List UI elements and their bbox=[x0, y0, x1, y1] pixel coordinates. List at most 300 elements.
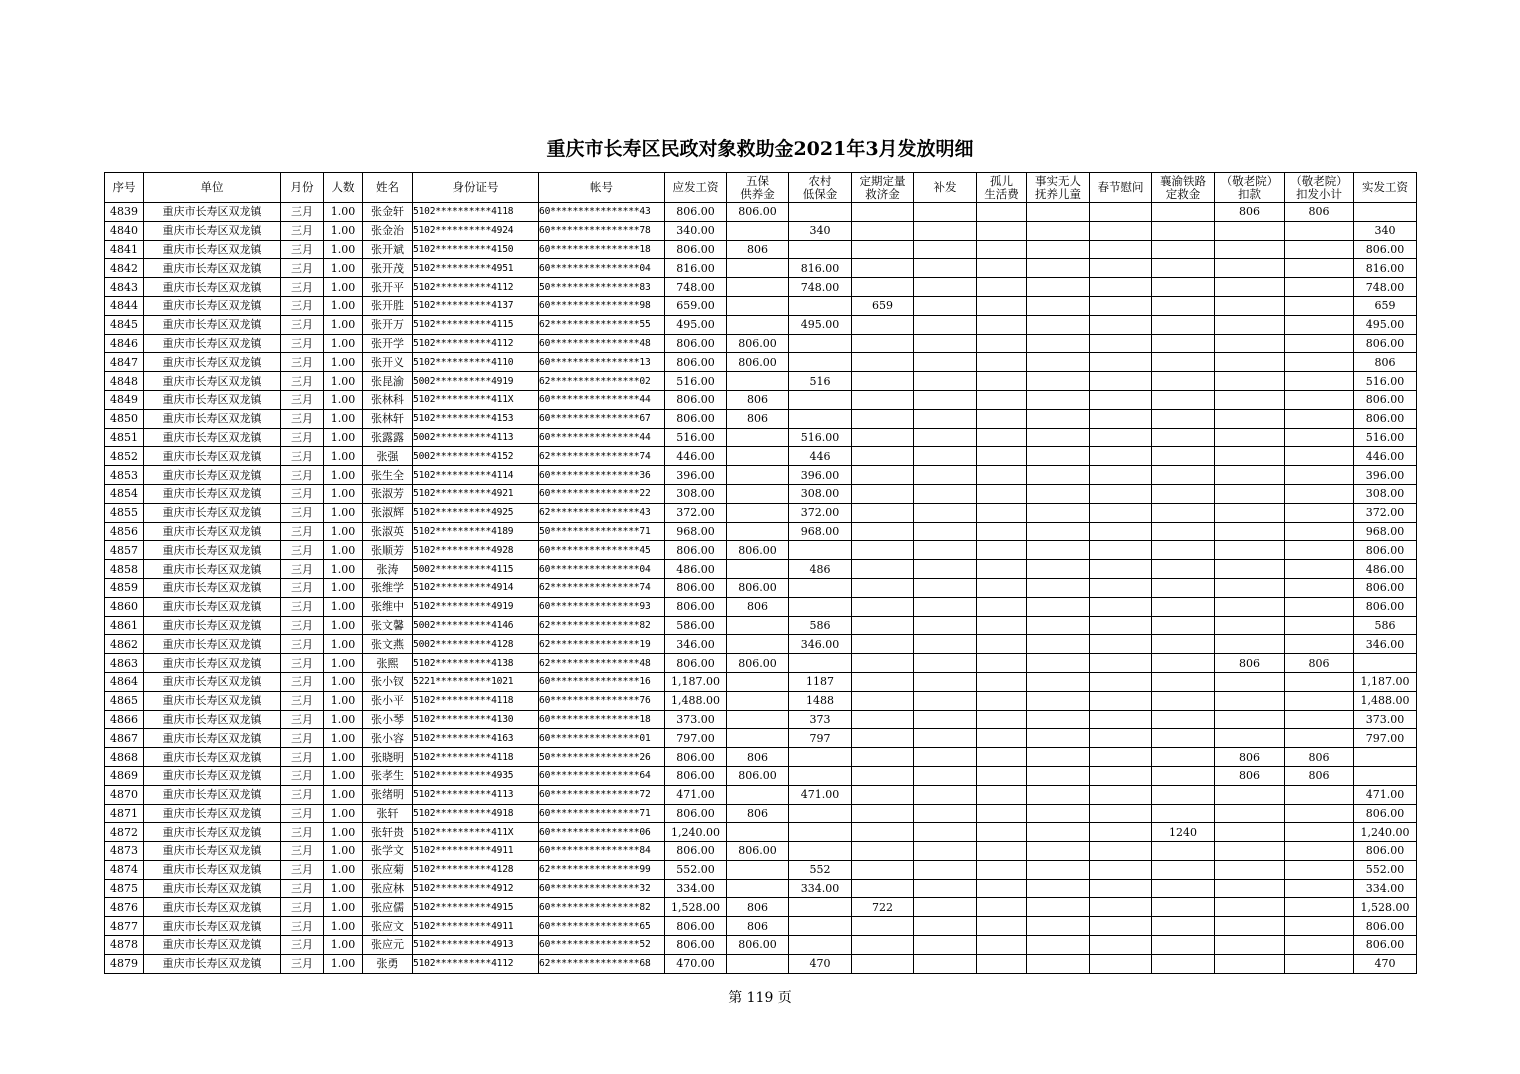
table-cell: 4869 bbox=[105, 766, 144, 785]
table-cell: 797 bbox=[789, 729, 852, 748]
table-cell bbox=[1027, 785, 1090, 804]
table-cell: 三月 bbox=[281, 409, 324, 428]
table-cell bbox=[789, 296, 852, 315]
table-cell: 495.00 bbox=[1354, 315, 1417, 334]
table-cell bbox=[789, 203, 852, 222]
table-cell bbox=[977, 766, 1027, 785]
table-cell bbox=[852, 654, 914, 673]
table-cell bbox=[1215, 691, 1285, 710]
table-cell: 60****************16 bbox=[539, 672, 665, 691]
table-cell: 446.00 bbox=[1354, 447, 1417, 466]
table-cell: 4859 bbox=[105, 578, 144, 597]
table-cell bbox=[1285, 466, 1354, 485]
table-cell bbox=[1090, 729, 1152, 748]
table-cell bbox=[1152, 315, 1215, 334]
table-cell bbox=[977, 447, 1027, 466]
table-body bbox=[105, 203, 1417, 974]
table-cell bbox=[852, 785, 914, 804]
table-cell bbox=[1027, 503, 1090, 522]
table-cell: 重庆市长寿区双龙镇 bbox=[144, 334, 281, 353]
table-row bbox=[105, 578, 1417, 597]
table-cell: 659.00 bbox=[665, 296, 727, 315]
table-cell: 5102**********4919 bbox=[413, 597, 539, 616]
table-cell: 重庆市长寿区双龙镇 bbox=[144, 221, 281, 240]
table-cell: 5102**********4110 bbox=[413, 353, 539, 372]
table-cell: 1.00 bbox=[324, 710, 363, 729]
table-cell: 806 bbox=[727, 898, 789, 917]
table-cell: 372.00 bbox=[665, 503, 727, 522]
column-header: 春节慰问 bbox=[1090, 173, 1152, 203]
table-cell: 806.00 bbox=[1354, 409, 1417, 428]
table-cell bbox=[914, 296, 977, 315]
table-cell bbox=[914, 353, 977, 372]
table-cell bbox=[1152, 466, 1215, 485]
table-cell bbox=[914, 409, 977, 428]
table-cell: 4866 bbox=[105, 710, 144, 729]
table-cell: 516.00 bbox=[1354, 428, 1417, 447]
table-cell bbox=[914, 936, 977, 955]
table-cell: 重庆市长寿区双龙镇 bbox=[144, 954, 281, 973]
table-cell bbox=[1215, 240, 1285, 259]
table-cell: 三月 bbox=[281, 522, 324, 541]
table-cell bbox=[1152, 484, 1215, 503]
table-row bbox=[105, 372, 1417, 391]
table-cell bbox=[914, 691, 977, 710]
table-cell bbox=[1285, 296, 1354, 315]
table-cell: 5102**********4915 bbox=[413, 898, 539, 917]
table-cell: 60****************13 bbox=[539, 353, 665, 372]
table-cell bbox=[1152, 842, 1215, 861]
table-cell bbox=[1090, 560, 1152, 579]
table-cell bbox=[1152, 616, 1215, 635]
table-cell: 5102**********4911 bbox=[413, 917, 539, 936]
table-cell bbox=[1152, 898, 1215, 917]
table-cell: 60****************82 bbox=[539, 898, 665, 917]
table-cell: 张开斌 bbox=[363, 240, 413, 259]
table-cell bbox=[852, 428, 914, 447]
table-cell bbox=[1285, 503, 1354, 522]
table-cell bbox=[977, 860, 1027, 879]
table-cell bbox=[852, 372, 914, 391]
table-cell bbox=[977, 353, 1027, 372]
table-cell bbox=[1285, 785, 1354, 804]
table-cell: 722 bbox=[852, 898, 914, 917]
table-cell: 5102**********4924 bbox=[413, 221, 539, 240]
table-row bbox=[105, 447, 1417, 466]
table-cell bbox=[1285, 390, 1354, 409]
table-cell: 张昆渝 bbox=[363, 372, 413, 391]
table-cell: 62****************02 bbox=[539, 372, 665, 391]
table-cell bbox=[1285, 672, 1354, 691]
table-cell bbox=[1354, 766, 1417, 785]
table-cell bbox=[789, 578, 852, 597]
table-cell: 1.00 bbox=[324, 936, 363, 955]
table-cell bbox=[1090, 221, 1152, 240]
table-cell: 张勇 bbox=[363, 954, 413, 973]
table-cell bbox=[977, 785, 1027, 804]
table-cell: 1.00 bbox=[324, 541, 363, 560]
table-cell: 5102**********4911 bbox=[413, 842, 539, 861]
table-cell bbox=[852, 954, 914, 973]
table-cell bbox=[1090, 785, 1152, 804]
table-cell: 三月 bbox=[281, 315, 324, 334]
table-cell bbox=[1215, 635, 1285, 654]
table-cell: 三月 bbox=[281, 259, 324, 278]
table-cell: 62****************74 bbox=[539, 578, 665, 597]
table-cell: 396.00 bbox=[665, 466, 727, 485]
table-cell: 806 bbox=[727, 804, 789, 823]
table-cell: 1.00 bbox=[324, 729, 363, 748]
table-cell bbox=[914, 428, 977, 447]
table-cell bbox=[1090, 428, 1152, 447]
table-cell: 三月 bbox=[281, 635, 324, 654]
table-cell: 806.00 bbox=[1354, 240, 1417, 259]
table-cell: 重庆市长寿区双龙镇 bbox=[144, 466, 281, 485]
column-header: 五保 供养金 bbox=[727, 173, 789, 203]
table-cell: 1.00 bbox=[324, 503, 363, 522]
column-header: 身份证号 bbox=[413, 173, 539, 203]
table-cell: 4876 bbox=[105, 898, 144, 917]
table-cell: 三月 bbox=[281, 748, 324, 767]
table-cell: 5102**********4128 bbox=[413, 860, 539, 879]
table-cell bbox=[789, 409, 852, 428]
table-cell bbox=[1215, 672, 1285, 691]
table-cell bbox=[852, 748, 914, 767]
table-cell: 5102**********4130 bbox=[413, 710, 539, 729]
table-row bbox=[105, 766, 1417, 785]
table-cell bbox=[852, 466, 914, 485]
table-cell bbox=[727, 221, 789, 240]
table-cell: 806.00 bbox=[1354, 578, 1417, 597]
table-cell: 60****************48 bbox=[539, 334, 665, 353]
table-cell: 5102**********4163 bbox=[413, 729, 539, 748]
table-cell bbox=[914, 447, 977, 466]
table-cell: 806.00 bbox=[727, 541, 789, 560]
table-cell: 三月 bbox=[281, 353, 324, 372]
table-cell: 806 bbox=[727, 917, 789, 936]
table-cell: 4840 bbox=[105, 221, 144, 240]
table-cell: 5102**********4921 bbox=[413, 484, 539, 503]
table-cell: 446.00 bbox=[665, 447, 727, 466]
table-cell: 1.00 bbox=[324, 240, 363, 259]
table-cell: 三月 bbox=[281, 842, 324, 861]
table-cell bbox=[1090, 240, 1152, 259]
table-cell: 1.00 bbox=[324, 954, 363, 973]
table-cell bbox=[914, 785, 977, 804]
table-cell: 5102**********4153 bbox=[413, 409, 539, 428]
table-cell: 张强 bbox=[363, 447, 413, 466]
table-cell bbox=[914, 203, 977, 222]
table-cell: 62****************82 bbox=[539, 616, 665, 635]
table-cell bbox=[727, 259, 789, 278]
table-cell: 5002**********4115 bbox=[413, 560, 539, 579]
table-cell: 张涛 bbox=[363, 560, 413, 579]
table-cell: 470.00 bbox=[665, 954, 727, 973]
table-cell bbox=[977, 823, 1027, 842]
table-cell bbox=[1215, 710, 1285, 729]
table-cell bbox=[727, 503, 789, 522]
table-cell: 60****************52 bbox=[539, 936, 665, 955]
table-cell: 三月 bbox=[281, 203, 324, 222]
table-cell: 重庆市长寿区双龙镇 bbox=[144, 390, 281, 409]
table-cell: 1.00 bbox=[324, 748, 363, 767]
table-cell bbox=[1027, 315, 1090, 334]
table-cell bbox=[1285, 954, 1354, 973]
table-cell: 1.00 bbox=[324, 616, 363, 635]
table-cell: 张应儒 bbox=[363, 898, 413, 917]
table-cell bbox=[914, 917, 977, 936]
table-cell: 重庆市长寿区双龙镇 bbox=[144, 447, 281, 466]
table-cell: 4858 bbox=[105, 560, 144, 579]
table-cell bbox=[1215, 616, 1285, 635]
table-cell: 62****************43 bbox=[539, 503, 665, 522]
table-cell: 重庆市长寿区双龙镇 bbox=[144, 785, 281, 804]
table-cell: 4871 bbox=[105, 804, 144, 823]
table-cell bbox=[977, 748, 1027, 767]
table-cell: 三月 bbox=[281, 898, 324, 917]
table-cell bbox=[1027, 635, 1090, 654]
table-cell bbox=[789, 823, 852, 842]
table-cell: 重庆市长寿区双龙镇 bbox=[144, 560, 281, 579]
table-row bbox=[105, 842, 1417, 861]
table-cell bbox=[727, 729, 789, 748]
table-row bbox=[105, 203, 1417, 222]
table-cell: 470 bbox=[789, 954, 852, 973]
table-cell: 张淑芳 bbox=[363, 484, 413, 503]
table-cell: 重庆市长寿区双龙镇 bbox=[144, 428, 281, 447]
table-cell: 1.00 bbox=[324, 447, 363, 466]
table-row bbox=[105, 560, 1417, 579]
table-cell: 4848 bbox=[105, 372, 144, 391]
table-cell bbox=[1090, 334, 1152, 353]
table-cell bbox=[1090, 372, 1152, 391]
table-cell bbox=[914, 259, 977, 278]
table-cell: 张小容 bbox=[363, 729, 413, 748]
table-cell: 4846 bbox=[105, 334, 144, 353]
table-cell bbox=[1285, 409, 1354, 428]
table-cell: 张应林 bbox=[363, 879, 413, 898]
table-cell bbox=[1152, 334, 1215, 353]
table-cell: 334.00 bbox=[665, 879, 727, 898]
table-cell bbox=[1090, 917, 1152, 936]
table-cell bbox=[1090, 616, 1152, 635]
table-cell: 806.00 bbox=[665, 766, 727, 785]
table-cell: 重庆市长寿区双龙镇 bbox=[144, 541, 281, 560]
table-cell: 重庆市长寿区双龙镇 bbox=[144, 315, 281, 334]
table-cell bbox=[977, 879, 1027, 898]
table-cell bbox=[1090, 879, 1152, 898]
table-cell: 806.00 bbox=[665, 578, 727, 597]
table-cell: 471.00 bbox=[1354, 785, 1417, 804]
table-cell: 308.00 bbox=[789, 484, 852, 503]
table-cell: 1.00 bbox=[324, 278, 363, 297]
table-cell bbox=[852, 522, 914, 541]
table-row bbox=[105, 672, 1417, 691]
table-cell: 5102**********4935 bbox=[413, 766, 539, 785]
table-cell: 806 bbox=[727, 748, 789, 767]
table-cell bbox=[1215, 221, 1285, 240]
table-cell: 968.00 bbox=[665, 522, 727, 541]
table-cell: 60****************01 bbox=[539, 729, 665, 748]
table-cell: 516.00 bbox=[665, 428, 727, 447]
table-cell: 4852 bbox=[105, 447, 144, 466]
table-cell bbox=[852, 484, 914, 503]
table-cell bbox=[1354, 654, 1417, 673]
table-cell: 1.00 bbox=[324, 672, 363, 691]
table-cell bbox=[1090, 635, 1152, 654]
table-cell bbox=[914, 842, 977, 861]
table-cell bbox=[1027, 842, 1090, 861]
table-cell bbox=[1215, 466, 1285, 485]
table-cell bbox=[789, 390, 852, 409]
table-cell: 806.00 bbox=[665, 842, 727, 861]
table-cell bbox=[977, 729, 1027, 748]
table-cell: 重庆市长寿区双龙镇 bbox=[144, 597, 281, 616]
table-cell: 516.00 bbox=[1354, 372, 1417, 391]
table-cell bbox=[1090, 315, 1152, 334]
table-cell bbox=[1152, 390, 1215, 409]
table-cell bbox=[1027, 334, 1090, 353]
table-cell bbox=[1027, 804, 1090, 823]
table-cell: 重庆市长寿区双龙镇 bbox=[144, 278, 281, 297]
table-cell bbox=[852, 315, 914, 334]
table-row bbox=[105, 616, 1417, 635]
table-cell: 4864 bbox=[105, 672, 144, 691]
table-cell: 三月 bbox=[281, 823, 324, 842]
table-cell: 4875 bbox=[105, 879, 144, 898]
table-cell bbox=[727, 635, 789, 654]
column-header: 月份 bbox=[281, 173, 324, 203]
table-cell: 373.00 bbox=[665, 710, 727, 729]
table-cell bbox=[852, 879, 914, 898]
table-cell: 4874 bbox=[105, 860, 144, 879]
table-cell bbox=[914, 240, 977, 259]
table-cell: 1.00 bbox=[324, 296, 363, 315]
table-cell bbox=[1027, 691, 1090, 710]
table-cell: 三月 bbox=[281, 729, 324, 748]
table-cell: 1.00 bbox=[324, 635, 363, 654]
table-cell bbox=[1027, 240, 1090, 259]
table-cell: 806.00 bbox=[727, 842, 789, 861]
column-header: 实发工资 bbox=[1354, 173, 1417, 203]
table-cell: 471.00 bbox=[789, 785, 852, 804]
table-cell bbox=[1090, 447, 1152, 466]
table-cell: 张熙 bbox=[363, 654, 413, 673]
table-cell bbox=[1152, 879, 1215, 898]
table-cell: 1.00 bbox=[324, 372, 363, 391]
table-cell: 806 bbox=[1354, 353, 1417, 372]
table-cell: 张露露 bbox=[363, 428, 413, 447]
table-row bbox=[105, 710, 1417, 729]
table-cell: 4857 bbox=[105, 541, 144, 560]
table-cell bbox=[789, 334, 852, 353]
table-cell bbox=[852, 240, 914, 259]
table-cell bbox=[789, 240, 852, 259]
table-cell bbox=[1090, 766, 1152, 785]
table-cell: 重庆市长寿区双龙镇 bbox=[144, 635, 281, 654]
table-cell bbox=[727, 372, 789, 391]
table-cell: 张维学 bbox=[363, 578, 413, 597]
table-cell: 重庆市长寿区双龙镇 bbox=[144, 898, 281, 917]
table-cell bbox=[1285, 860, 1354, 879]
table-cell bbox=[1090, 390, 1152, 409]
table-cell: 张开义 bbox=[363, 353, 413, 372]
table-cell bbox=[1027, 578, 1090, 597]
table-cell: 张小琴 bbox=[363, 710, 413, 729]
table-cell: 806 bbox=[1215, 766, 1285, 785]
table-cell bbox=[1285, 428, 1354, 447]
table-cell: 806.00 bbox=[665, 541, 727, 560]
table-cell bbox=[977, 522, 1027, 541]
table-cell: 重庆市长寿区双龙镇 bbox=[144, 729, 281, 748]
table-cell: 806 bbox=[727, 597, 789, 616]
table-cell: 62****************48 bbox=[539, 654, 665, 673]
table-cell bbox=[977, 898, 1027, 917]
table-cell bbox=[1027, 466, 1090, 485]
table-cell: 重庆市长寿区双龙镇 bbox=[144, 804, 281, 823]
table-cell: 552.00 bbox=[1354, 860, 1417, 879]
table-cell: 4865 bbox=[105, 691, 144, 710]
table-cell bbox=[1215, 823, 1285, 842]
table-cell bbox=[789, 804, 852, 823]
table-cell bbox=[1090, 541, 1152, 560]
table-cell bbox=[977, 541, 1027, 560]
table-cell bbox=[1285, 560, 1354, 579]
column-header: 单位 bbox=[144, 173, 281, 203]
table-cell: 1,187.00 bbox=[1354, 672, 1417, 691]
table-cell bbox=[1027, 597, 1090, 616]
table-cell: 1,240.00 bbox=[1354, 823, 1417, 842]
table-cell: 张小平 bbox=[363, 691, 413, 710]
table-cell: 张应元 bbox=[363, 936, 413, 955]
table-cell: 三月 bbox=[281, 804, 324, 823]
table-cell bbox=[1285, 578, 1354, 597]
page-number: 第 119 页 bbox=[728, 990, 792, 1006]
table-cell: 张林科 bbox=[363, 390, 413, 409]
column-header: 农村 低保金 bbox=[789, 173, 852, 203]
table-cell bbox=[1215, 278, 1285, 297]
table-cell bbox=[914, 315, 977, 334]
table-cell bbox=[1152, 672, 1215, 691]
table-row bbox=[105, 390, 1417, 409]
table-cell bbox=[914, 597, 977, 616]
table-cell: 806 bbox=[727, 390, 789, 409]
table-cell: 5102**********411X bbox=[413, 823, 539, 842]
table-cell bbox=[1027, 522, 1090, 541]
table-cell: 三月 bbox=[281, 860, 324, 879]
table-row bbox=[105, 785, 1417, 804]
table-cell: 62****************99 bbox=[539, 860, 665, 879]
table-cell: 4856 bbox=[105, 522, 144, 541]
table-cell bbox=[1152, 635, 1215, 654]
table-cell bbox=[1090, 484, 1152, 503]
table-cell: 1,488.00 bbox=[1354, 691, 1417, 710]
table-cell bbox=[977, 654, 1027, 673]
table-cell: 1,488.00 bbox=[665, 691, 727, 710]
table-cell: 张应菊 bbox=[363, 860, 413, 879]
table-cell: 三月 bbox=[281, 710, 324, 729]
table-cell bbox=[914, 522, 977, 541]
table-cell: 4842 bbox=[105, 259, 144, 278]
column-header: （敬老院） 扣发小计 bbox=[1285, 173, 1354, 203]
table-cell: 806 bbox=[1215, 654, 1285, 673]
table-cell: 396.00 bbox=[1354, 466, 1417, 485]
table-cell bbox=[914, 390, 977, 409]
table-cell: 4851 bbox=[105, 428, 144, 447]
table-cell: 60****************04 bbox=[539, 259, 665, 278]
table-cell: 806.00 bbox=[727, 766, 789, 785]
table-cell: 486 bbox=[789, 560, 852, 579]
